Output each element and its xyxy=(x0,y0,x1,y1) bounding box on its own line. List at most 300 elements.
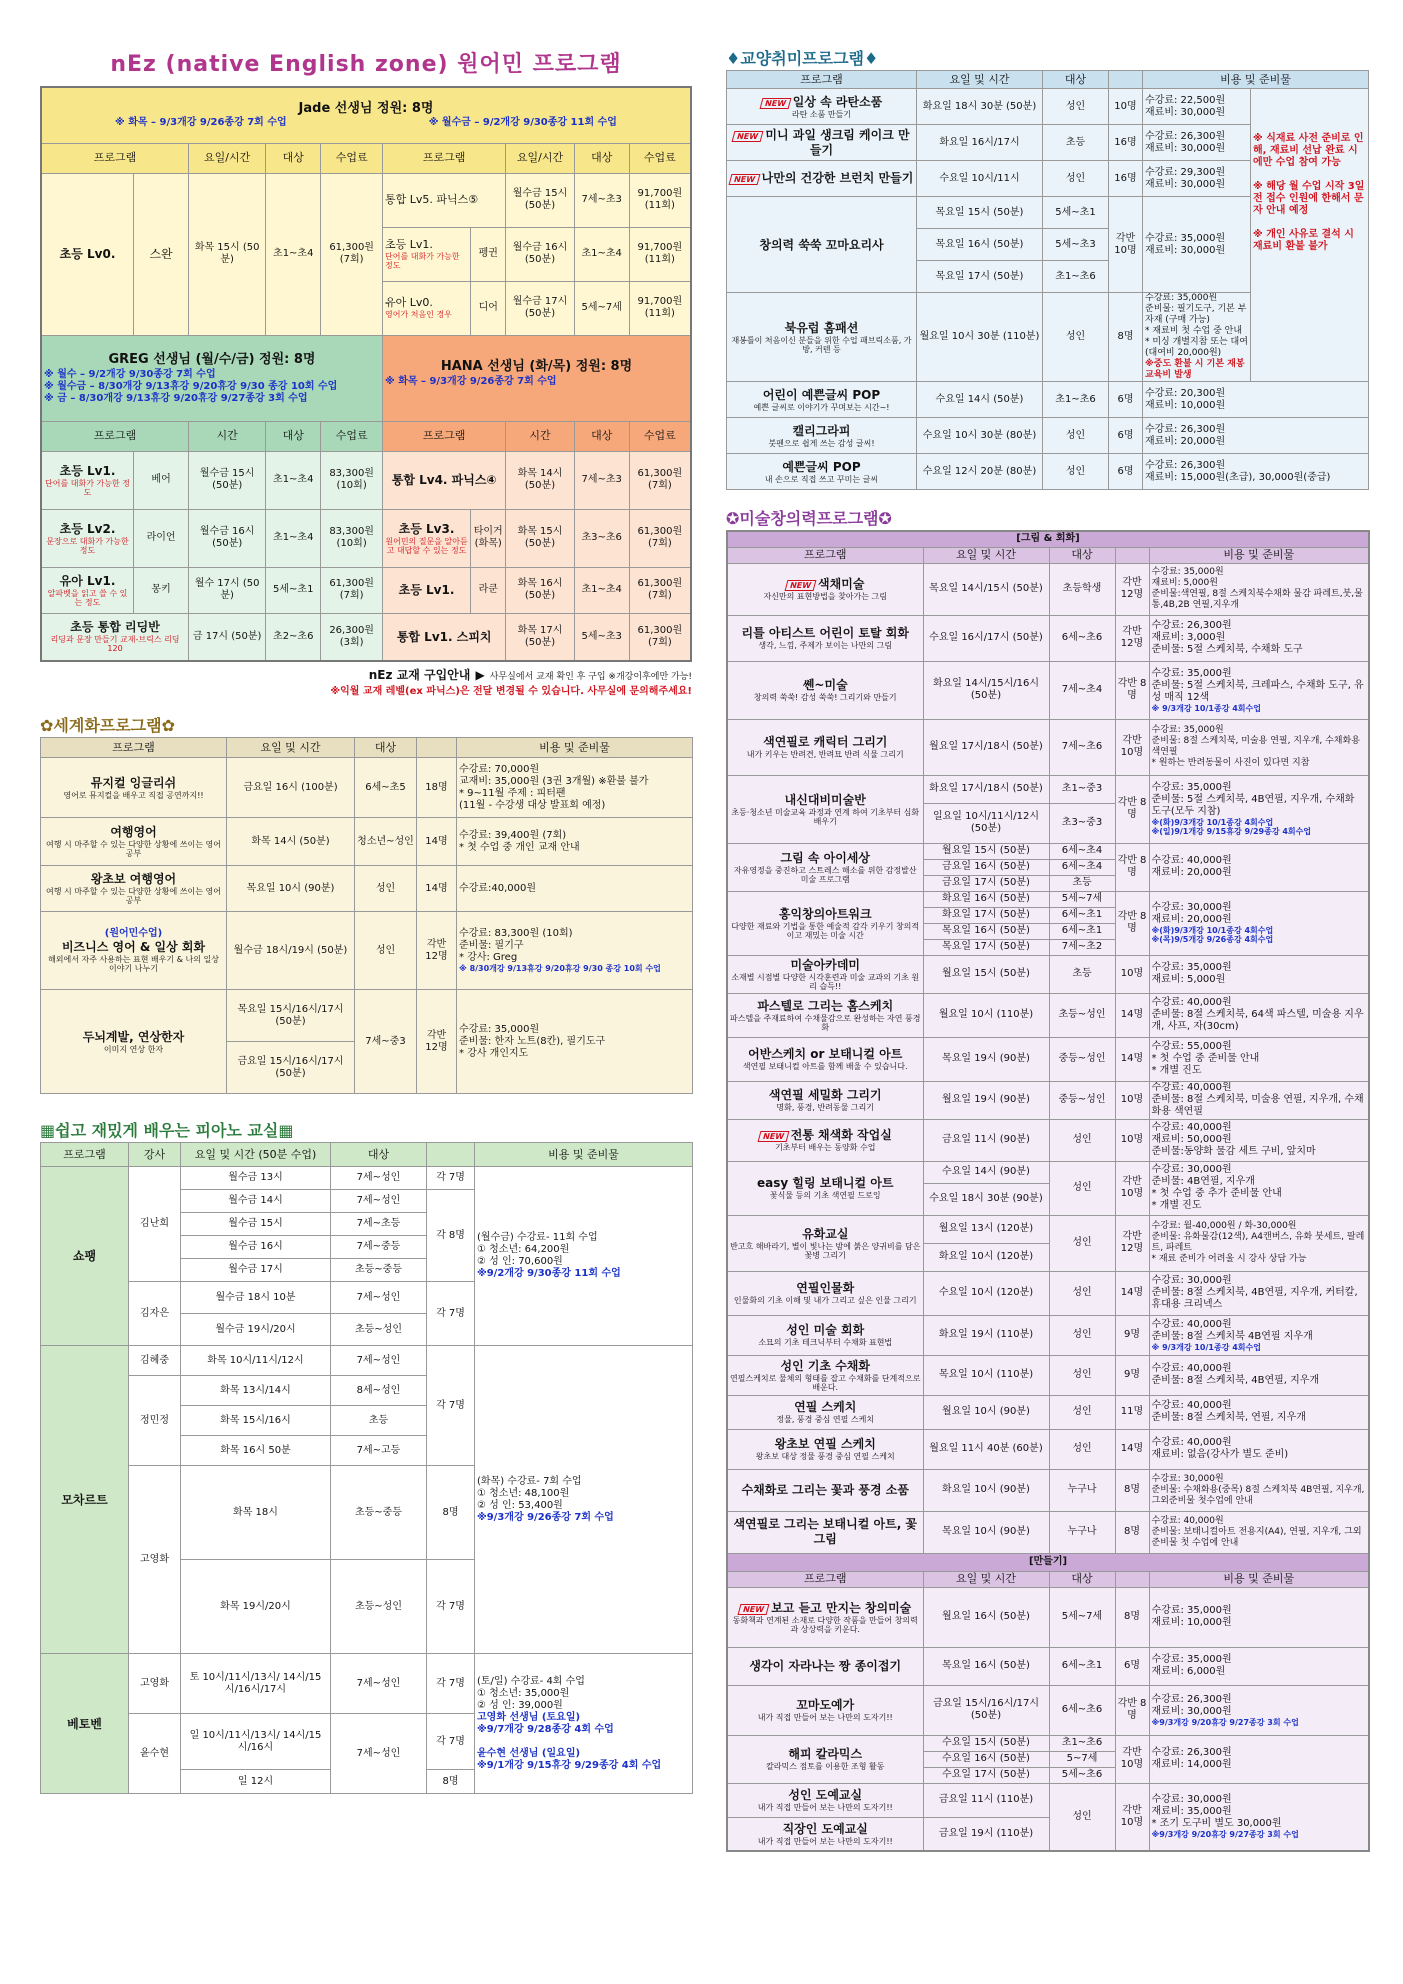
text: 여행영어 xyxy=(110,825,157,839)
table-cell: 일요일 10시/11시/12시 (50분) xyxy=(923,803,1049,843)
table-cell: 금요일 16시 (100분) xyxy=(227,758,355,818)
table-cell xyxy=(727,1119,923,1161)
table-cell: 금요일 15시/16시/17시 (50분) xyxy=(923,1685,1049,1735)
table-cell: 각반 8명 xyxy=(1115,843,1149,891)
text: 유화교실 xyxy=(802,1226,849,1241)
table-cell: 화목 15시 (50분) xyxy=(506,509,574,567)
text: 단어를 대화가 가능한 정도 xyxy=(384,251,460,270)
table-cell: 7세~초3 xyxy=(574,173,629,227)
table-header-cell: 프로그램 xyxy=(727,547,923,563)
table-cell: 수요일 17시 (50분) xyxy=(923,1767,1049,1783)
text: 성인 기초 수채화 xyxy=(780,1358,870,1373)
table-cell: 라이언 xyxy=(134,509,189,567)
table-row xyxy=(41,173,691,227)
table-cell: 초등학생 xyxy=(1049,563,1115,615)
table-cell: 월수금 18시 10분 xyxy=(181,1282,331,1314)
table-row xyxy=(727,1553,1369,1571)
table-cell: 수강료: 40,000원 준비물: 8절 스케치북, 미술용 연필, 지우개, 수채화용 색연필 xyxy=(1149,1081,1369,1119)
art-table xyxy=(726,530,1370,1852)
beethoven-label: 베토벤 xyxy=(41,1654,129,1794)
table-cell: 금요일 16시 (50분) xyxy=(923,859,1049,875)
table-cell: 수강료: 40,000원 준비물: 8절 스케치북, 64색 파스텔, 미술용 지우개, 사프, 자(30cm) xyxy=(1149,993,1369,1037)
table-cell: 7세~성인 xyxy=(331,1282,427,1314)
table-header-cell: 프로그램 xyxy=(41,143,189,173)
table-row xyxy=(727,547,1369,563)
mozart-label: 모차르트 xyxy=(41,1346,129,1654)
table-cell xyxy=(1149,661,1369,719)
table-cell: 수요일 14시 (50분) xyxy=(917,382,1043,418)
table-header-cell: 요일 및 시간 xyxy=(917,71,1043,89)
table-cell: 성인 xyxy=(1049,1271,1115,1315)
table-cell: 고영화 xyxy=(129,1466,181,1654)
table-cell: 금요일 17시 (50분) xyxy=(923,875,1049,891)
table-cell: 61,300원 (7회) xyxy=(321,173,383,335)
text: 리딩과 문장 만들기 교재-브릭스 리딩 120 xyxy=(50,635,180,654)
text: 자신만의 표현방법을 찾아가는 그림 xyxy=(763,592,888,601)
table-cell: 월수금 15시 (50분) xyxy=(189,451,266,509)
table-cell: 금요일 11시 (110분) xyxy=(923,1783,1049,1817)
table-cell xyxy=(41,818,227,866)
table-cell: 초등 Lv1. xyxy=(382,567,470,613)
text: 윤수현 선생님 (일요일) xyxy=(477,1747,581,1759)
table-row xyxy=(727,454,1369,490)
table-cell: 14명 xyxy=(417,818,457,866)
table-cell: 화목 10시/11시/12시 xyxy=(181,1346,331,1376)
text: 생각, 느낌, 주제가 보이는 나만의 그림 xyxy=(758,641,893,650)
table-cell xyxy=(475,1346,693,1654)
table-cell: 7세~성인 xyxy=(331,1654,427,1714)
table-cell: 수요일 14시 (90분) xyxy=(923,1161,1049,1183)
table-cell: 수강료: 70,000원 교재비: 35,000원 (3권 3개월) ※환불 불가 * 9~11월 주제 : 피터팬 (11월 - 수강생 대상 발표회 예정) xyxy=(457,758,693,818)
table-cell xyxy=(727,955,923,993)
text: 초등 Lv3. xyxy=(398,521,455,536)
table-cell: 초3~중3 xyxy=(1049,803,1115,843)
culture-title xyxy=(726,48,1368,70)
table-cell: 83,300원 (10회) xyxy=(321,509,383,567)
table-cell xyxy=(727,161,917,197)
text: 영어로 뮤지컬을 배우고 직접 공연까지!! xyxy=(63,790,204,800)
table-cell xyxy=(727,1081,923,1119)
ribbon-icon: ✿ xyxy=(161,716,176,735)
table-header-cell xyxy=(427,1143,475,1167)
table-cell: 수강료: 35,000원 재료비: 5,000원 준비물:색연필, 8절 스케치북수채화 물감 파레트,붓,물통,4B,2B 연필,지우개 xyxy=(1149,563,1369,615)
table-cell xyxy=(727,1817,923,1851)
text: 왕초보 연필 스케치 xyxy=(774,1437,876,1451)
table-header-cell: 대상 xyxy=(1049,1571,1115,1587)
table-cell: 목요일 17시 (50분) xyxy=(923,939,1049,955)
table-row xyxy=(41,1346,693,1376)
text: 북유럽 홈패션 xyxy=(784,320,859,335)
table-cell: 7세~고등 xyxy=(331,1436,427,1466)
text: 영어가 처음인 경우 xyxy=(384,310,452,319)
table-header-cell xyxy=(417,738,457,758)
table-cell: 중등~성인 xyxy=(1049,1081,1115,1119)
table-cell: 목요일 15시/16시/17시 (50분) xyxy=(227,990,355,1042)
text: 세계화프로그램 xyxy=(53,716,162,735)
table-cell: 월수금 16시 (50분) xyxy=(189,509,266,567)
table-cell: 초등 xyxy=(1043,125,1109,161)
text: 내가 직접 만들어 보는 나만의 도자기!! xyxy=(757,1713,893,1722)
table-cell xyxy=(382,227,470,281)
table-cell: 월요일 17시/18시 (50분) xyxy=(923,719,1049,775)
text: 예쁜글씨 POP xyxy=(782,459,861,474)
table-cell: 7세~성인 xyxy=(331,1190,427,1213)
table-cell: 61,300원 (7회) xyxy=(321,567,383,613)
text: 나만의 건강한 브런치 만들기 xyxy=(761,171,914,185)
text: 쉽고 재밌게 배우는 피아노 교실 xyxy=(55,1121,279,1140)
table-cell: 6세~초1 xyxy=(1049,1647,1115,1685)
table-cell: 14명 xyxy=(417,866,457,912)
table-cell: 월요일 10시 (90분) xyxy=(923,1395,1049,1429)
table-cell xyxy=(475,1167,693,1346)
table-row xyxy=(727,1685,1369,1735)
table-cell: 중등~성인 xyxy=(1049,1037,1115,1081)
new-badge: NEW xyxy=(732,131,764,142)
table-header-cell: 요일 및 시간 (50분 수업) xyxy=(181,1143,331,1167)
table-row xyxy=(727,1119,1369,1161)
table-cell: 61,300원 (7회) xyxy=(629,613,691,661)
text: 소재별 시점별 다양한 시각훈련과 미술 교과의 기초 원리 습득!! xyxy=(731,972,920,991)
table-row xyxy=(727,382,1369,418)
table-row xyxy=(727,1271,1369,1315)
text: 파스텔을 주재료하여 수채물감으로 완성하는 자연 풍경화 xyxy=(730,1013,921,1032)
text: ※ 화목 – 9/3개강 9/26종강 7회 수업 xyxy=(384,375,557,387)
table-cell: 성인 xyxy=(1043,161,1109,197)
table-cell: 일 12시 xyxy=(181,1770,331,1794)
table-cell xyxy=(727,1395,923,1429)
table-cell: 14명 xyxy=(1115,1037,1149,1081)
table-cell: 초1~초6 xyxy=(1043,382,1109,418)
text: 뮤지컬 잉글리쉬 xyxy=(90,775,177,790)
table-header-cell: 대상 xyxy=(266,143,321,173)
table-cell: 통합 Lv5. 파닉스⑤ xyxy=(382,173,505,227)
table-header-cell: 수업료 xyxy=(629,143,691,173)
table-cell: 6명 xyxy=(1109,418,1143,454)
table-cell: 월수금 17시 xyxy=(181,1259,331,1282)
table-cell: 월요일 10시 (110분) xyxy=(923,993,1049,1037)
table-cell: 목요일 19시 (90분) xyxy=(923,1037,1049,1081)
table-cell: 초등 xyxy=(1049,955,1115,993)
table-row xyxy=(41,1654,693,1714)
table-header-cell: 수업료 xyxy=(629,421,691,451)
table-cell: 화목 16시 (50분) xyxy=(506,567,574,613)
text: 수강료: 40,000원 준비물: 8절 스케치북 4B연필 지우개 xyxy=(1151,1318,1313,1342)
table-cell: 화목 16시 50분 xyxy=(181,1436,331,1466)
table-header-cell: 대상 xyxy=(266,421,321,451)
table-cell: 화요일 16시/17시 xyxy=(917,125,1043,161)
table-cell: 각반 10명 xyxy=(1115,719,1149,775)
table-cell: 수요일 10시/11시 xyxy=(917,161,1043,197)
table-cell: 수강료: 30,000원 준비물: 8절 스케치북, 4B연필, 지우개, 커터칼, 휴대용 크리넥스 xyxy=(1149,1271,1369,1315)
table-cell: 7세~성인 xyxy=(331,1167,427,1190)
table-cell: 6세~초1 xyxy=(1049,923,1115,939)
table-row xyxy=(727,1469,1369,1511)
table-cell: 6세~초4 xyxy=(1049,843,1115,859)
table-cell: 수강료:40,000원 xyxy=(457,866,693,912)
table-cell: 각반 12명 xyxy=(417,912,457,990)
text: 초등·청소년 미술교육 과정과 연계 하여 기초부터 심화 배우기 xyxy=(731,807,920,826)
table-cell: 각 7명 xyxy=(427,1560,475,1654)
table-cell: 디어 xyxy=(471,281,506,335)
text: 캘리그라피 xyxy=(792,423,851,438)
table-cell: 7세~중등 xyxy=(331,1236,427,1259)
table-cell: 수강료: 35,000원 재료비: 5,000원 xyxy=(1149,955,1369,993)
table-cell: 수강료: 35,000원 준비물: 8절 스케치북, 미술용 연필, 지우개, 수채화용 색연필 * 원하는 반려동물이 사진이 있다면 지참 xyxy=(1149,719,1369,775)
table-cell xyxy=(727,1469,923,1511)
piano-title xyxy=(40,1120,692,1142)
table-cell: 초등~중등 xyxy=(331,1259,427,1282)
table-cell xyxy=(1251,89,1369,382)
table-cell: 각반 12명 xyxy=(1115,1215,1149,1271)
table-row xyxy=(727,1161,1369,1183)
table-cell: 8명 xyxy=(1115,1511,1149,1553)
table-cell xyxy=(727,1735,923,1783)
table-row xyxy=(727,1571,1369,1587)
textbook-warning: ※익월 교재 레벨(ex 파닉스)은 전달 변경될 수 있습니다. 사무실에 문의해주세요! xyxy=(330,686,692,697)
table-header-cell: 수업료 xyxy=(321,143,383,173)
text: ※ 8/30개강 9/13휴강 9/20휴강 9/30 종강 10회 수업 xyxy=(459,964,661,973)
text: GREG 선생님 (월/수/금) 정원: 8명 xyxy=(108,352,316,367)
table-cell: 화요일 18시 30분 (50분) xyxy=(917,89,1043,125)
text: 비즈니스 영어 & 일상 회화 xyxy=(61,940,206,954)
table-cell: 화목 18시 xyxy=(181,1466,331,1560)
table-cell xyxy=(727,1215,923,1271)
table-cell: 월요일 10시 30분 (110분) xyxy=(917,293,1043,382)
table-cell xyxy=(1149,891,1369,955)
table-cell: 월수금 13시 xyxy=(181,1167,331,1190)
table-cell: 5세~초1 xyxy=(1043,197,1109,229)
global-title xyxy=(40,715,692,737)
table-cell: 정민정 xyxy=(129,1376,181,1466)
text: 보고 듣고 만지는 창의미술 xyxy=(771,1600,912,1615)
table-cell: 8명 xyxy=(427,1466,475,1560)
table-row xyxy=(727,418,1369,454)
table-cell xyxy=(727,563,923,615)
text: 내신대비미술반 xyxy=(784,792,866,807)
table-cell: 고영화 xyxy=(129,1654,181,1714)
text: 사무실에서 교재 확인 후 구입 ※개강이후에만 가능! xyxy=(489,672,692,682)
table-cell: 수강료: 40,000원 준비물: 보태니컬아트 전용지(A4), 연필, 지우개, 그외 준비물 첫 수업에 안내 xyxy=(1149,1511,1369,1553)
table-row xyxy=(41,567,691,613)
table-cell: 수요일 16시/17시 (50분) xyxy=(923,615,1049,661)
text: 유아 Lv1. xyxy=(59,573,116,588)
table-cell: 금 17시 (50분) xyxy=(189,613,266,661)
table-header-cell: 대상 xyxy=(1043,71,1109,89)
text: 원어민의 질문을 알아듣고 대답할 수 있는 정도 xyxy=(385,536,468,555)
table-row xyxy=(727,1735,1369,1751)
table-cell: 성인 xyxy=(1043,454,1109,490)
table-cell xyxy=(382,509,470,567)
table-cell: 화요일 14시/15시/16시 (50분) xyxy=(923,661,1049,719)
table-row xyxy=(41,912,693,990)
text: (토/일) 수강료- 4회 수업 ① 청소년: 35,000원 ② 성 인: 39,000원 xyxy=(477,1675,585,1711)
table-cell xyxy=(41,758,227,818)
text: ※ 월수금 – 9/2개강 9/30종강 11회 수업 xyxy=(428,117,617,129)
table-cell: 각반 8명 xyxy=(1115,891,1149,955)
table-cell: 토 10시/11시/13시/ 14시/15시/16시/17시 xyxy=(181,1654,331,1714)
table-cell: 목요일 14시/15시 (50분) xyxy=(923,563,1049,615)
table-cell: 6세~초5 xyxy=(355,758,417,818)
text: 인물화의 기초 이해 및 내가 그리고 싶은 인물 그리기 xyxy=(733,1296,917,1305)
table-cell: 라쿤 xyxy=(471,567,506,613)
table-cell: 7세~성인 xyxy=(331,1714,427,1794)
table-cell: 월수금 15시 (50분) xyxy=(506,173,574,227)
table-row xyxy=(41,509,691,567)
table-row xyxy=(727,1587,1369,1647)
table-cell: 몽키 xyxy=(134,567,189,613)
table-cell xyxy=(727,1647,923,1685)
table-cell: 수강료: 40,000원 재료비: 20,000원 xyxy=(1149,843,1369,891)
table-cell: 화목 14시 (50분) xyxy=(227,818,355,866)
text: 재봉틀이 처음이신 분들을 위한 수업 패브릭소품, 가방, 커텐 등 xyxy=(731,335,912,354)
text: 꽃식물 등의 기초 색연필 드로잉 xyxy=(769,1191,881,1200)
table-cell: 수강료: 40,000원 재료비: 없음(강사가 별도 준비) xyxy=(1149,1429,1369,1469)
ribbon-icon: ✿ xyxy=(40,716,54,735)
table-cell xyxy=(727,1161,923,1215)
text: ※중도 환불 시 기본 재봉 교육비 발생 xyxy=(1145,359,1245,380)
table-header-cell: 프로그램 xyxy=(41,1143,129,1167)
left-column xyxy=(40,0,692,1794)
table-cell: 화목 17시 (50분) xyxy=(506,613,574,661)
text: nEz 교재 구입안내 xyxy=(368,668,471,682)
table-cell: 18명 xyxy=(417,758,457,818)
table-cell xyxy=(41,613,189,661)
table-cell: 5세~7세 xyxy=(1049,1587,1115,1647)
table-cell: 화요일 10시 (90분) xyxy=(923,1469,1049,1511)
table-header-cell: 요일/시간 xyxy=(189,143,266,173)
table-cell: 수강료: 39,400원 (7회) * 첫 수업 중 개인 교재 안내 xyxy=(457,818,693,866)
table-cell: 11명 xyxy=(1115,1395,1149,1429)
table-cell: 월요일 11시 40분 (60분) xyxy=(923,1429,1049,1469)
table-cell: 초1~초4 xyxy=(266,509,321,567)
table-header-cell: 프로그램 xyxy=(382,143,505,173)
table-cell xyxy=(41,509,134,567)
table-cell: 10명 xyxy=(1115,1119,1149,1161)
table-cell: 6명 xyxy=(1109,382,1143,418)
chopin-label: 쇼팽 xyxy=(41,1167,129,1346)
table-row xyxy=(41,421,691,451)
table-cell: 초1~초6 xyxy=(1043,261,1109,293)
table-cell xyxy=(727,1429,923,1469)
text: 해외에서 자주 사용하는 표현 배우기 & 나의 일상 이야기 나누기 xyxy=(48,955,219,973)
table-header-cell: 대상 xyxy=(331,1143,427,1167)
table-cell: [그림 & 회화] xyxy=(727,531,1369,547)
table-cell: 금요일 15시/16시/17시 (50분) xyxy=(227,1042,355,1094)
table-cell: 화요일 17시 (50분) xyxy=(923,907,1049,923)
text: 다양한 재료와 기법을 통한 예술적 감각 키우기 창의적이고 재밌는 미술 시간 xyxy=(731,921,920,940)
table-cell: 10명 xyxy=(1115,1081,1149,1119)
table-cell: 6세~초1 xyxy=(1049,907,1115,923)
table-cell: 5세~초3 xyxy=(1043,229,1109,261)
table-header-cell: 대상 xyxy=(355,738,417,758)
table-cell: 14명 xyxy=(1115,1429,1149,1469)
table-cell: 각반 8명 xyxy=(1115,661,1149,719)
text: 내가 키우는 반려견, 반려묘 반려 식물 그리기 xyxy=(746,750,904,759)
table-cell: 성인 xyxy=(1049,1355,1115,1395)
table-cell: 수강료: 26,300원 재료비: 20,000원 xyxy=(1143,418,1369,454)
table-cell: 수강료: 35,000원 준비물: 한자 노트(8칸), 필기도구 * 강사 개인지도 xyxy=(457,990,693,1094)
text: 수강료: 35,000원 준비물: 5절 스케치북, 4B연필, 지우개, 수채화 도구(모두 지참) xyxy=(1151,782,1355,817)
text: 성인 미술 회화 xyxy=(786,1323,865,1337)
table-cell: 월수금 16시 (50분) xyxy=(506,227,574,281)
text: 색채미술 xyxy=(818,577,865,591)
table-cell: 김자은 xyxy=(129,1282,181,1346)
table-cell: 수요일 12시 20분 (80분) xyxy=(917,454,1043,490)
piano-icon: ▦ xyxy=(278,1121,294,1140)
table-cell: 목요일 16시 (50분) xyxy=(923,1647,1049,1685)
text: 파스텔로 그리는 홈스케치 xyxy=(757,998,894,1013)
text: 왕초보 여행영어 xyxy=(90,872,177,886)
table-cell: 월수금 14시 xyxy=(181,1190,331,1213)
text: 명화, 풍경, 반려동물 그리기 xyxy=(776,1103,875,1112)
table-cell: 월요일 15시 (50분) xyxy=(923,955,1049,993)
text: 수강료: 35,000원 준비물: 5절 스케치북, 크레파스, 수채화 도구, 유성 매직 12색 xyxy=(1151,667,1364,703)
text: ※ 월수금 – 8/30개강 9/13휴강 9/20휴강 9/30 종강 10회 수업 xyxy=(44,381,338,392)
text: 라탄 소품 만들기 xyxy=(791,109,852,119)
text: 연필 스케치 xyxy=(794,1400,857,1414)
text: (화목) 수강료- 7회 수업 ① 청소년: 48,100원 ② 성 인: 53,400원 xyxy=(477,1475,582,1511)
text: ※9/1개강 9/15휴강 9/29종강 4회 수업 xyxy=(477,1759,662,1771)
table-cell: 화목 13시/14시 xyxy=(181,1376,331,1406)
text: ※ 월수 – 9/2개강 9/30종강 7회 수업 xyxy=(44,369,216,380)
table-row xyxy=(41,1143,693,1167)
table-cell: 김난희 xyxy=(129,1167,181,1282)
table-cell: 8명 xyxy=(1115,1469,1149,1511)
palette-icon: ✪ xyxy=(726,509,740,528)
table-cell xyxy=(727,125,917,161)
text: 수채화로 그리는 꽃과 풍경 소품 xyxy=(741,1482,909,1497)
table-cell: 통합 Lv1. 스피치 xyxy=(382,613,505,661)
table-cell: 성인 xyxy=(1049,1429,1115,1469)
table-cell: 성인 xyxy=(1049,1161,1115,1215)
table-header-cell: 수업료 xyxy=(321,421,383,451)
table-row xyxy=(727,1783,1369,1817)
table-cell: 초1~초4 xyxy=(574,567,629,613)
text: 창의력 쑥쑥! 감성 쑥쑥! 그리기와 만들기 xyxy=(753,693,897,702)
table-cell: 16명 xyxy=(1109,161,1143,197)
text: ※ 화목 – 9/3개강 9/26종강 7회 수업 xyxy=(115,117,287,129)
table-cell: 성인 xyxy=(1049,1119,1115,1161)
table-row xyxy=(41,818,693,866)
table-cell: 월수금 19시/20시 xyxy=(181,1314,331,1346)
table-cell: 7세~성인 xyxy=(331,1346,427,1376)
table-cell: 각 7명 xyxy=(427,1346,475,1466)
table-cell xyxy=(382,281,470,335)
table-cell: 각반 10명 xyxy=(1109,197,1143,293)
table-cell: 수강료: 26,300원 재료비: 30,000원 xyxy=(1143,125,1251,161)
text: 내가 직접 만들어 보는 나만의 도자기!! xyxy=(757,1803,893,1812)
text: (원어민수업) xyxy=(104,928,163,939)
table-cell: 수강료: 26,300원 재료비: 15,000원(초급), 30,000원(중급) xyxy=(1143,454,1369,490)
table-cell: 누구나 xyxy=(1049,1511,1115,1553)
table-cell: 수요일 15시 (50분) xyxy=(923,1735,1049,1751)
text: 미니 과일 생크림 케이크 만들기 xyxy=(765,127,910,157)
table-cell: 초등 xyxy=(1049,875,1115,891)
table-cell xyxy=(727,719,923,775)
table-cell: 각반 8명 xyxy=(1115,775,1149,843)
text: 예쁜 글씨로 이야기가 꾸며보는 시간~! xyxy=(753,402,890,412)
table-row xyxy=(41,335,691,421)
gem-icon: ♦ xyxy=(864,49,879,68)
nez-table xyxy=(40,86,692,662)
table-cell: 수강료: 20,300원 재료비: 10,000원 xyxy=(1143,382,1369,418)
table-row xyxy=(727,661,1369,719)
text: Jade 선생님 정원: 8명 xyxy=(298,101,434,117)
table-cell: 펭귄 xyxy=(471,227,506,281)
table-cell: 초등~성인 xyxy=(1049,993,1115,1037)
text: 수강료: 30,000원 재료비: 35,000원 * 조기 도구비 별도 30,000원 xyxy=(1151,1794,1282,1830)
table-cell xyxy=(727,1511,923,1553)
